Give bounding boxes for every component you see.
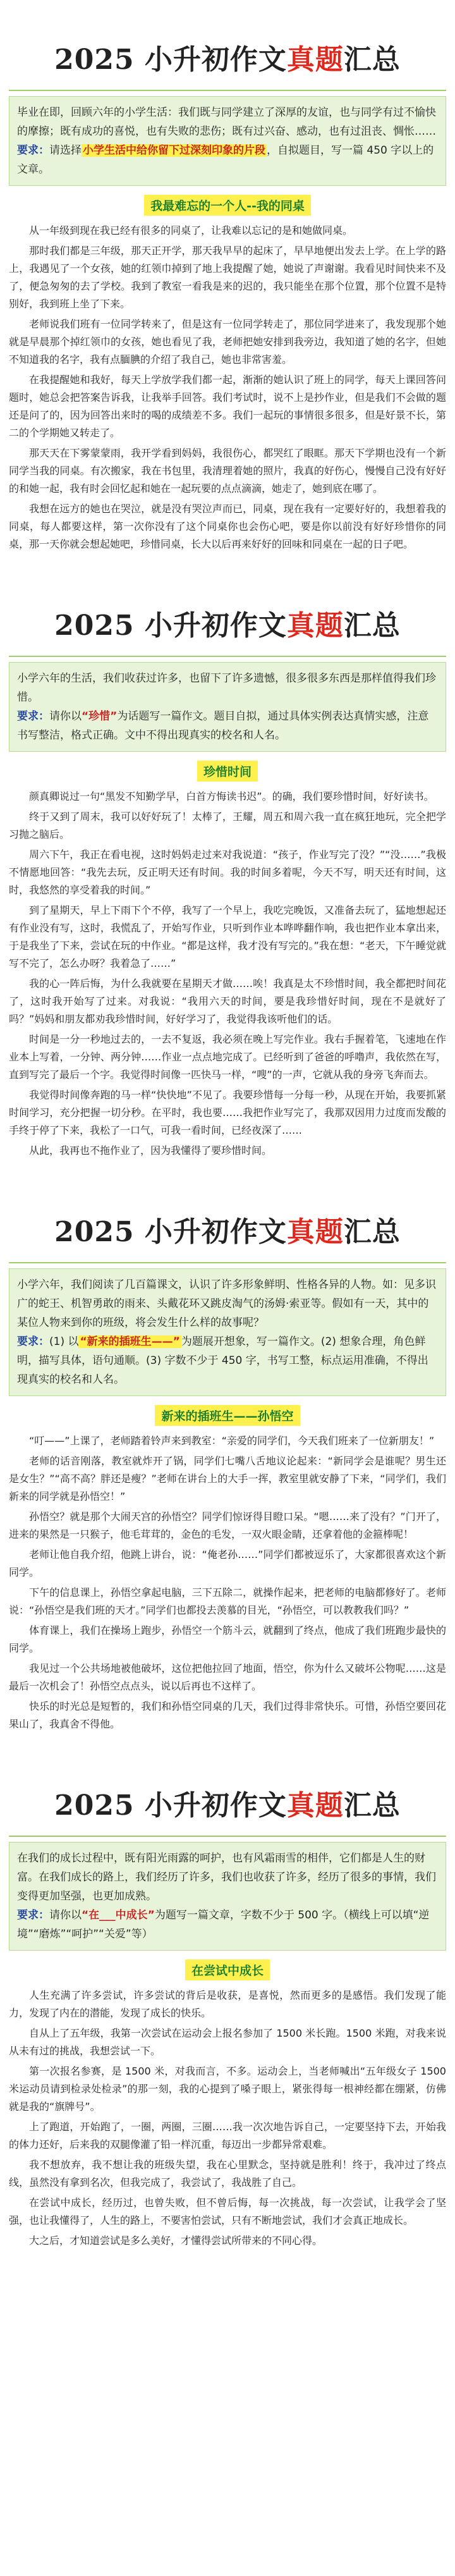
title-red: 真题: [286, 1789, 344, 1822]
requirement-pre: 请选择: [49, 144, 82, 157]
writing-prompt: [9, 1842, 446, 1951]
paragraph: 从一年级到现在我已经有很多的同桌了，让我难以忘记的是和她做同桌。: [29, 224, 353, 236]
essay-body: [9, 1987, 446, 2250]
paragraph: “叮——”上课了，老师踏着铃声来到教室：“亲爱的同学们，今天我们班来了一位新朋友！”: [29, 1435, 435, 1447]
section-2: [0, 566, 455, 1172]
requirement-post: ，自拟题目，写一篇 450 字以上的文章。: [17, 144, 434, 176]
title-suffix: 汇总: [343, 1216, 401, 1248]
essay-body: [9, 222, 446, 553]
paragraph: 老师说我们班有一位同学转来了，但是这有一位同学转走了，那位同学进来了，我发现那个她就是早晨那个掉红领巾的女孩，她也看见了我，老师把她安排到我旁边，我知道了她的名字，但她不知道我的名字，我有点腼腆的介绍了我自己，她也非常害羞。: [9, 318, 446, 365]
essay-title: 新来的插班生——孙悟空: [9, 1405, 446, 1426]
paragraph: 下午的信息课上，孙悟空拿起电脑，三下五除二，就操作起来，把老师的电脑都修好了。老师说：“孙悟空是我们班的天才。”同学们也都投去羡慕的目光，“孙悟空，可以教教我们吗？”: [9, 1586, 446, 1616]
title-red: 真题: [286, 1216, 344, 1248]
paragraph: 第一次报名参赛，是 1500 米，对我而言，不多。运动会上，当老师喊出“五年级女子 1500 米运动员请到检录处检录”的那一刻，我的心提到了嗓子眼上，紧张得每一根神经都在绷紧，仿佛就是我的“旗牌号”。: [9, 2065, 446, 2113]
requirement-pre: 请你以: [49, 1909, 82, 1922]
paragraph: 周六下午，我正在看电视，这时妈妈走过来对我说道：“孩子，作业写完了没？”“没……”我极不情愿地回答：“我先去玩，反正明天还有时间。我的时间多着呢，今天不写，明天还有时间，这时，我悠然的享受着我的时间。”: [9, 849, 446, 896]
title-prefix: 2025 小升初作文: [54, 610, 287, 642]
section-3: [0, 1172, 455, 1746]
title-prefix: 2025 小升初作文: [54, 1216, 287, 1248]
paragraph: 颜真卿说过一句“黑发不知勤学早，白首方悔读书迟”。的确，我们要珍惜时间，好好读书。: [29, 790, 434, 802]
essay-body: [9, 788, 446, 1160]
section-title: [9, 566, 446, 656]
section-title: [9, 1172, 446, 1262]
paragraph: 我想在远方的她也在哭泣，就是没有哭泣声而已，同桌，现在我有一定要好好的，我想着我的同桌，每人都要这样，第一次你没有了这个同桌你也会伤心吧，要是你以前没有好好珍惜你的同桌，那一天你就会想起她吧，珍惜同桌，长大以后再来好好的回味和同桌在一起的日子吧。: [9, 503, 446, 550]
requirement-label: 要求：: [17, 1335, 49, 1348]
paragraph: 到了星期天，早上下雨下个不停，我写了一个早上，我吃完晚饭，又准备去玩了，猛地想起还有作业没有写，这时，我慌乱了，开始写作业，只听到作业本哗哗翻作响，我也把作业本拿出来，于是我坐了下来，尝试在玩的中作业。“都是这样，我才没有写完的。”我在想：“老天，下午睡觉就写不完了，怎么办呀？我着急了……”: [9, 904, 446, 969]
paragraph: 时间是一分一秒地过去的，一去不复返，我必须在晚上写完作业。我右手握着笔，飞速地在作业本上写着，一分钟、两分钟……作业一点点地完成了。已经听到了爸爸的呼噜声，我依然在写，直到写完了最后一个字。我觉得时间像一匹快马一样，“嗖”的一声，它就从我的身旁飞奔而去。: [9, 1033, 446, 1081]
title-prefix: 2025 小升初作文: [54, 44, 287, 76]
writing-prompt: [9, 96, 446, 186]
paragraph: 体育课上，我们在操场上跑步，孙悟空一个筋斗云，就翻到了终点，他成了我们班跑步最快的同学。: [9, 1624, 446, 1654]
title-red: 真题: [286, 44, 344, 76]
requirement-label: 要求：: [17, 1909, 49, 1922]
requirement-label: 要求：: [17, 710, 49, 723]
paragraph: 人生充满了许多尝试，许多尝试的背后是收获，是喜悦，然而更多的是感悟。我们发现了能力，发现了内在的潜能，发现了成长的快乐。: [9, 1989, 446, 2019]
prompt-text: 毕业在即，回顾六年的小学生活：我们既与同学建立了深厚的友谊，也与同学有过不愉快的摩擦；既有成功的喜悦，也有失败的悲伤；既有过兴奋、感动，也有过沮丧、惆怅……: [17, 106, 436, 138]
paragraph: 快乐的时光总是短暂的，我们和孙悟空同桌的几天，我们过得非常快乐。可惜，孙悟空要回花果山了，我真舍不得他。: [9, 1700, 446, 1730]
writing-prompt: [9, 662, 446, 752]
paragraph: 上了跑道，开始跑了，一圈，两圈，三圈……我一次次地告诉自己，一定要坚持下去，开始我的体力还好，后来我的双腿像灌了铅一样沉重，每迈出一步都异常艰难。: [9, 2121, 446, 2150]
requirement-highlight: “新来的插班生——”: [80, 1335, 180, 1348]
paragraph: 我不想放弃，我不想让我的班级失望，我在心里默念，坚持就是胜利！终于，我冲过了终点线，虽然没有拿到名次，但我完成了，我尝试了，我战胜了自己。: [9, 2159, 446, 2188]
essay-title: 我最难忘的一个人--我的同桌: [9, 195, 446, 216]
requirement-label: 要求：: [17, 144, 49, 157]
paragraph: 在我提醒她和我好，每天上学放学我们都一起，渐渐的她认识了班上的同学，每天上课回答问题时，她总会把答案告诉我，让我举手回答。我们考试时，说不上是抄作业，但是我们不会做的题还是问了的，因为回答出来时的喝的成绩差不多。我们一起玩的事情很多很多，但是好景不长，第二的个学期她又转走了。: [9, 374, 446, 439]
paragraph: 那时我们都是三年级，那天正开学，那天我早早的起床了，早早地便出发去上学。在上学的路上，我遇见了一个女孩，她的红领巾掉到了地上我提醒了她，她说了声谢谢。我看见时间快来不及了，便急匆匆的去了学校。我到了教室一看我是来的迟的，我只能坐在那个位置，那个位置不是特别好，我到班上坐了下来。: [9, 245, 446, 310]
requirement-highlight: 小学生活中给你留下过深刻印象的片段: [83, 144, 265, 157]
prompt-text: 小学六年，我们阅读了几百篇课文，认识了许多形象鲜明、性格各异的人物。如：见多识广的蛇王、机智勇敢的雨来、头戴花环又跳皮淘气的汤姆·索亚等。假如有一天，其中的某位人物来到你的班级，将会发生什么样的故事呢？: [17, 1279, 436, 1329]
essay-title: 珍惜时间: [9, 761, 446, 782]
section-1: [0, 0, 455, 566]
requirement-post: 为题写一篇文章，字数不少于 500 字。（横线上可以填“逆境”“磨炼”“呵护”“关爱”等）: [17, 1909, 430, 1941]
paragraph: 我的心一阵后悔，为什么我就要在星期天才做……唉！我真是太不珍惜时间，我全都把时间花了，这时我开始写了过来。对我说：“我用六天的时间，要是我珍惜好时间，现在不是就好了吗？”妈妈和朋友都劝我珍惜时间，好好学习了，我觉得我该听他们的话。: [9, 978, 446, 1025]
prompt-text: 小学六年的生活，我们收获过许多，也留下了许多遗憾，很多很多东西是那样值得我们珍惜。: [17, 672, 436, 704]
paragraph: 我觉得时间像奔跑的马一样“快快地”不见了。我要珍惜每一分每一秒，从现在开始，我要抓紧时间学习，充分把握一切分秒。在平时，我也要……我把作业写完了，我那双因用力过度而发酸的手终于停了下来，我松了一口气，可我一看时间，已经夜深了……: [9, 1089, 446, 1136]
essay-body: [9, 1432, 446, 1733]
paragraph: 从此，我再也不拖作业了，因为我懂得了要珍惜时间。: [29, 1144, 272, 1156]
title-red: 真题: [286, 610, 344, 642]
title-divider: [9, 90, 446, 91]
title-divider: [9, 656, 446, 657]
title-prefix: 2025 小升初作文: [54, 1789, 287, 1822]
title-suffix: 汇总: [343, 610, 401, 642]
prompt-text: 在我们的成长过程中，既有阳光雨露的呵护，也有风霜雨雪的相伴，它们都是人生的财富。在我们成长的路上，我们经历了许多，我们也收获了许多，经历了很多的事情，我们变得更加坚强，也更加成熟。: [17, 1852, 436, 1903]
requirement-highlight: “珍惜”: [82, 710, 118, 723]
title-suffix: 汇总: [343, 44, 401, 76]
section-4: [0, 1746, 455, 2262]
requirement-highlight: “在___中成长”: [82, 1909, 155, 1922]
essay-title: 在尝试中成长: [9, 1960, 446, 1980]
title-divider: [9, 1262, 446, 1263]
paragraph: 自从上了五年级，我第一次尝试在运动会上报名参加了 1500 米长跑。1500 米跑，对我来说从未有过的挑战，我想尝试一下。: [9, 2027, 446, 2057]
writing-prompt: [9, 1268, 446, 1396]
paragraph: 那天天在下雾蒙蒙雨，我开学看到妈妈，我很伤心，都哭红了眼眶。那天下学期也没有一个新同学当我的同桌。有次搬家，我在书包里，我清理着她的照片，我真的好伤心，慢慢自己没有好好的和她一起，我有时会回忆起和她在一起玩要的点点滴滴，她走了，她到底在哪了。: [9, 447, 446, 494]
paragraph: 我见过一个公共场地被他破坏，这位把他拉回了地面，悟空，你为什么又破坏公物呢……这是最后一次机会了！孙悟空点点头，说以后再也不这样了。: [9, 1662, 446, 1692]
paragraph: 老师的话音刚落，教室就炸开了锅，同学们七嘴八舌地议论起来：“新同学会是谁呢？男生还是女生？”“高不高？胖还是瘦？”老师在讲台上的大手一挥，教室里就安静了下来，“同学们，我们新来的同学就是孙悟空！”: [9, 1455, 446, 1502]
section-title: [9, 1746, 446, 1836]
requirement-post: 为题展开想象，写一篇作文。(2) 想象合理，角色鲜明，描写具体，语句通顺。(3) 字数不少于 450 字，书写工整，标点运用准确，不得出现真实的校名和人名。: [17, 1335, 428, 1386]
paragraph: 老师让他自我介绍，他跳上讲台，说：“俺老孙……”同学们都被逗乐了，大家都很喜欢这个新同学。: [9, 1549, 446, 1578]
title-divider: [9, 1836, 446, 1837]
paragraph: 终于又到了周末，我可以好好玩了！太棒了，王耀，周五和周六我一直在疯狂地玩，完全把学习抛之脑后。: [9, 811, 446, 840]
paragraph: 在尝试中成长，经历过，也曾失败，但不曾后悔，每一次挑战，每一次尝试，让我学会了坚强，也让我懂得了，人生的路上，不要害怕尝试，只有不断地尝试，我们才会真正地成长。: [9, 2197, 446, 2226]
section-title: [9, 0, 446, 90]
requirement-pre: 请你以: [49, 710, 82, 723]
paragraph: 大之后，才知道尝试是多么美好，才懂得尝试所带来的不同心得。: [29, 2235, 323, 2247]
paragraph: 孙悟空？就是那个大闹天宫的孙悟空？同学们惊讶得目瞪口呆。“嗯……来了没有？”门开了，进来的果然是一只猴子，他毛茸茸的，金色的毛发，一双火眼金睛，还拿着他的金箍棒呢！: [9, 1511, 446, 1540]
requirement-pre: (1) 以: [49, 1335, 79, 1348]
title-suffix: 汇总: [343, 1789, 401, 1822]
requirement-post: 为话题写一篇作文。题目自拟，通过具体实例表达真情实感，注意书写整洁，格式正确。文中不得出现真实的校名和人名。: [17, 710, 429, 742]
